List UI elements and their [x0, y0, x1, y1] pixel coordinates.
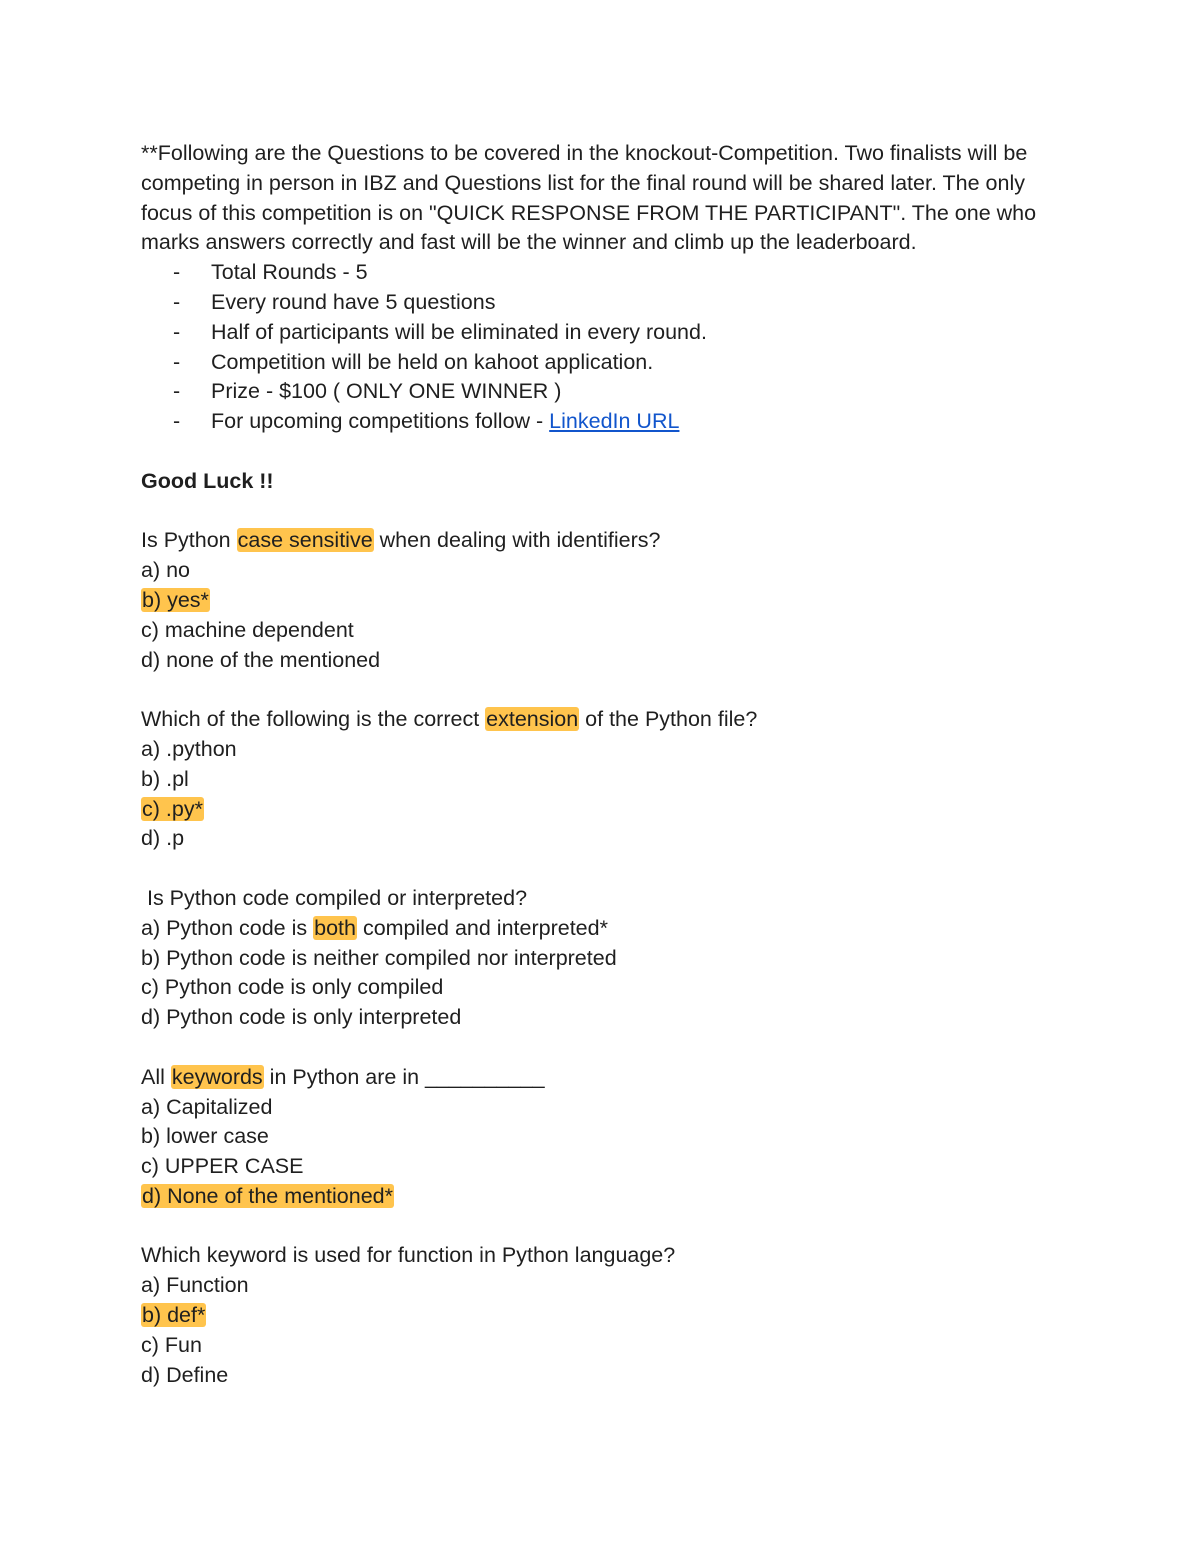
question-block	[141, 705, 1061, 854]
answer-option	[141, 646, 1061, 676]
answer-option-correct	[141, 914, 1061, 944]
option-text: d) Python code is only interpreted	[141, 1005, 462, 1030]
question-text-part: Which of the following is the correct	[141, 707, 486, 732]
rule-text: Competition will be held on kahoot application.	[211, 349, 654, 374]
question-text: Is Python code compiled or interpreted?	[141, 885, 528, 910]
question-text-part: Is Python	[141, 528, 237, 553]
answer-option-correct	[141, 1301, 1061, 1331]
option-text: b) lower case	[141, 1124, 269, 1149]
rules-list-item	[141, 348, 1061, 378]
answer-option	[141, 765, 1061, 795]
bullet-dash: -	[173, 409, 181, 434]
option-text: b) yes*	[142, 587, 209, 612]
answer-option-correct	[141, 795, 1061, 825]
bullet-dash: -	[173, 260, 181, 285]
rule-text: Half of participants will be eliminated in every round.	[211, 319, 707, 344]
option-text-part: a) Python code is	[141, 915, 314, 940]
answer-option	[141, 616, 1061, 646]
question-text	[141, 526, 1061, 556]
highlighted-term: both	[314, 915, 356, 940]
option-text: a) Capitalized	[141, 1094, 273, 1119]
option-text: c) Python code is only compiled	[141, 975, 444, 1000]
rule-text: Total Rounds - 5	[211, 260, 368, 285]
answer-option	[141, 973, 1061, 1003]
bullet-dash: -	[173, 349, 181, 374]
answer-option	[141, 944, 1061, 974]
answer-option	[141, 824, 1061, 854]
bullet-dash: -	[173, 379, 181, 404]
option-text: a) no	[141, 558, 191, 583]
intro-section	[141, 139, 1061, 258]
question-text-part: All	[141, 1064, 171, 1089]
good-luck-heading: Good Luck !!	[141, 468, 274, 493]
option-text: b) Python code is neither compiled nor interpreted	[141, 945, 617, 970]
question-block	[141, 884, 1061, 1033]
rule-text: Every round have 5 questions	[211, 289, 496, 314]
option-text: c) machine dependent	[141, 617, 354, 642]
question-text-part: in Python are in __________	[263, 1064, 545, 1089]
rule-text: For upcoming competitions follow -	[211, 409, 550, 434]
answer-option	[141, 1122, 1061, 1152]
question-text	[141, 705, 1061, 735]
question-text: Which keyword is used for function in Python language?	[141, 1243, 676, 1268]
answer-option-correct	[141, 586, 1061, 616]
rules-list-item	[141, 318, 1061, 348]
answer-option	[141, 1093, 1061, 1123]
answer-option	[141, 1361, 1061, 1391]
question-block	[141, 1241, 1061, 1390]
question-text-part: when dealing with identifiers?	[373, 528, 661, 553]
rule-text: Prize - $100 ( ONLY ONE WINNER )	[211, 379, 562, 404]
highlighted-term: keywords	[171, 1064, 263, 1089]
highlighted-term: extension	[486, 707, 579, 732]
rules-list-item	[141, 258, 1061, 288]
option-text: a) .python	[141, 736, 237, 761]
option-text: c) Fun	[141, 1332, 202, 1357]
document-page	[141, 139, 1061, 1390]
option-text: a) Function	[141, 1273, 249, 1298]
answer-option	[141, 735, 1061, 765]
question-text-part: of the Python file?	[579, 707, 758, 732]
linkedin-link[interactable]: LinkedIn URL	[549, 409, 680, 434]
answer-option	[141, 1003, 1061, 1033]
option-text-part: compiled and interpreted*	[356, 915, 608, 940]
highlighted-term: case sensitive	[237, 528, 373, 553]
option-text: c) UPPER CASE	[141, 1154, 304, 1179]
question-block	[141, 526, 1061, 675]
rules-list	[141, 258, 1061, 437]
bullet-dash: -	[173, 319, 181, 344]
bullet-dash: -	[173, 289, 181, 314]
rules-list-item	[141, 288, 1061, 318]
rules-list-item	[141, 407, 1061, 437]
rules-list-item	[141, 377, 1061, 407]
intro-paragraph: **Following are the Questions to be covered in the knockout-Competition. Two finalists will be competing in person in IBZ and Questions list for the final round will be shared later. The only focus of this competition is on "QUICK RESPONSE FROM THE PARTICIPANT". The one who marks answers correctly and fast will be the winner and climb up the leaderboard.	[141, 141, 1037, 255]
option-text: d) .p	[141, 826, 185, 851]
question-block	[141, 1063, 1061, 1212]
answer-option	[141, 556, 1061, 586]
option-text: d) none of the mentioned	[141, 647, 381, 672]
answer-option-correct	[141, 1182, 1061, 1212]
option-text: b) def*	[142, 1303, 206, 1328]
answer-option	[141, 1152, 1061, 1182]
option-text: d) Define	[141, 1362, 229, 1387]
option-text: d) None of the mentioned*	[142, 1183, 393, 1208]
question-text	[141, 1063, 1061, 1093]
answer-option	[141, 1331, 1061, 1361]
answer-option	[141, 1271, 1061, 1301]
option-text: b) .pl	[141, 766, 189, 791]
option-text: c) .py*	[142, 796, 203, 821]
